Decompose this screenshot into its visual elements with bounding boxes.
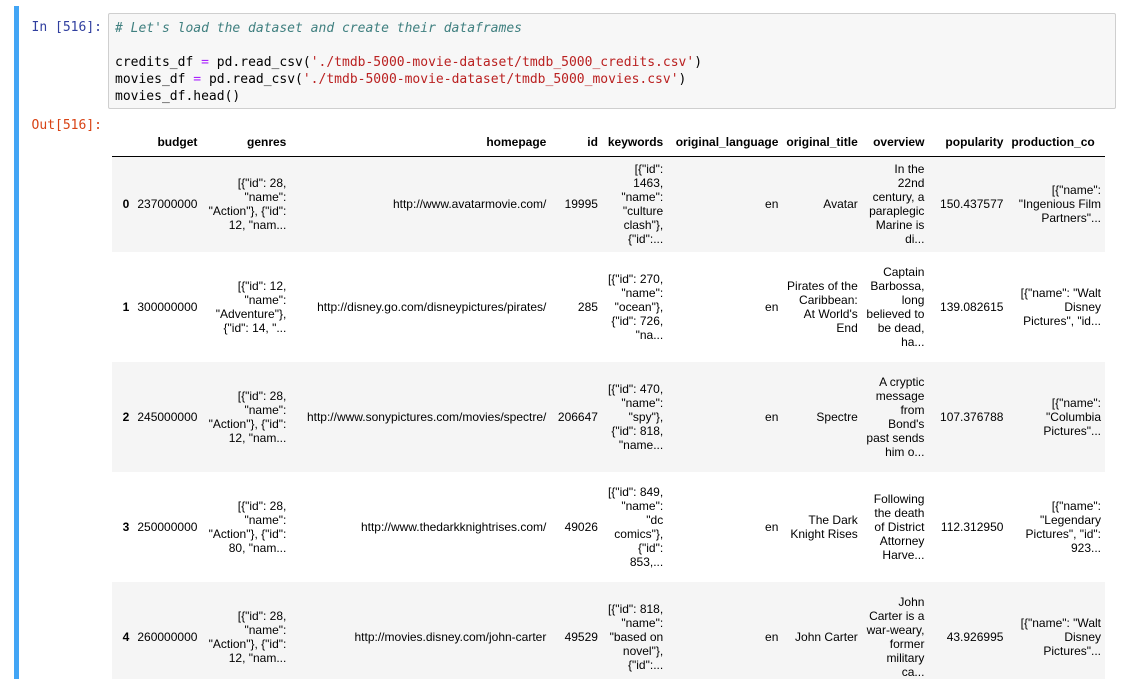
cell-production: [{"name": "Walt Disney Pictures"... (1007, 582, 1105, 679)
output-prompt: Out[516]: (31, 118, 102, 133)
cell-id: 206647 (550, 362, 602, 472)
cell-popularity: 139.082615 (940, 300, 1004, 314)
code-paren: ) (678, 72, 687, 87)
cell-language: en (667, 156, 782, 252)
cell-budget: 300000000 (137, 300, 198, 314)
code-text[interactable] (115, 20, 702, 105)
table-row (112, 362, 1105, 472)
cell-popularity: 43.926995 (928, 582, 1007, 679)
cell-overview: In the 22nd century, a paraplegic Marine is di... (862, 156, 929, 252)
cell-production: [{"name": "Walt Disney Pictures", "id... (1020, 286, 1101, 328)
header-row (112, 128, 1105, 156)
code-paren: ) (694, 55, 703, 70)
cell-title: Spectre (782, 362, 861, 472)
cell-language: en (765, 520, 779, 534)
cell-keywords: [{"id": 849, "name": "dc comics"}, {"id": 853,... (607, 485, 664, 569)
code-paren: () (224, 89, 241, 104)
index-header (112, 128, 133, 156)
cell-overview: Following the death of District Attorney Harve... (873, 492, 925, 562)
cell-popularity: 150.437577 (928, 156, 1007, 252)
column-header: id (550, 128, 602, 156)
cell-homepage: http://movies.disney.com/john-carter (290, 582, 550, 679)
cell-language: en (765, 300, 779, 314)
column-header: popularity (928, 128, 1007, 156)
column-header: production_co (1007, 128, 1105, 156)
row-index: 1 (122, 300, 130, 314)
cell-title: Avatar (782, 156, 861, 252)
cell-id: 19995 (550, 156, 602, 252)
cell-id: 49026 (564, 520, 598, 534)
cell-overview: Captain Barbossa, long believed to be dead, ha... (866, 265, 925, 349)
cell-production: [{"name": "Ingenious Film Partners"... (1007, 156, 1105, 252)
cell-genres: [{"id": 28, "name": "Action"}, {"id": 12, "nam... (201, 362, 290, 472)
cell-budget: 237000000 (133, 156, 201, 252)
cell-language: en (667, 362, 782, 472)
cell-popularity: 107.376788 (928, 362, 1007, 472)
code-var: credits_df (115, 55, 194, 70)
code-call: pd.read_csv( (208, 72, 303, 87)
cell-homepage: http://disney.go.com/disneypictures/pirates/ (317, 300, 547, 314)
code-operator: = (201, 55, 209, 70)
selected-cell-indicator (14, 6, 19, 679)
cell-genres: [{"id": 28, "name": "Action"}, {"id": 12, "nam... (201, 582, 290, 679)
column-header: keywords (602, 128, 667, 156)
code-operator: = (193, 72, 202, 87)
row-index: 4 (112, 582, 133, 679)
cell-keywords: [{"id": 818, "name": "based on novel"}, {"id":... (602, 582, 667, 679)
column-header: genres (201, 128, 290, 156)
cell-title: John Carter (782, 582, 861, 679)
cell-genres: [{"id": 28, "name": "Action"}, {"id": 80, "nam... (208, 499, 287, 555)
cell-id: 49529 (550, 582, 602, 679)
row-index: 2 (112, 362, 133, 472)
row-index: 0 (112, 156, 133, 252)
dataframe-table (112, 128, 1105, 679)
cell-homepage: http://www.thedarkknightrises.com/ (360, 520, 547, 534)
cell-genres: [{"id": 28, "name": "Action"}, {"id": 12, "nam... (201, 156, 290, 252)
cell-overview: John Carter is a war-weary, former military ca... (862, 582, 929, 679)
column-header: homepage (290, 128, 550, 156)
cell-language: en (667, 582, 782, 679)
cell-production: [{"name": "Legendary Pictures", "id": 923... (1025, 499, 1101, 555)
cell-homepage: http://www.sonypictures.com/movies/spectre/ (290, 362, 550, 472)
cell-budget: 250000000 (137, 520, 198, 534)
input-prompt: In [516]: (31, 20, 102, 35)
column-header: original_title (782, 128, 861, 156)
cell-keywords: [{"id": 470, "name": "spy"}, {"id": 818, "name... (602, 362, 667, 472)
cell-homepage: http://www.avatarmovie.com/ (290, 156, 550, 252)
table-row (112, 252, 1105, 362)
code-string: './tmdb-5000-movie-dataset/tmdb_5000_movies.csv' (302, 72, 679, 87)
table-row (112, 582, 1105, 679)
cell-budget: 245000000 (133, 362, 201, 472)
code-comment: # Let's load the dataset and create their dataframes (115, 21, 522, 36)
code-string: './tmdb-5000-movie-dataset/tmdb_5000_credits.csv' (310, 55, 695, 70)
cell-keywords: [{"id": 1463, "name": "culture clash"}, {"id":... (602, 156, 667, 252)
table-row (112, 156, 1105, 252)
cell-title: The Dark Knight Rises (790, 513, 858, 541)
cell-production: [{"name": "Columbia Pictures"... (1007, 362, 1105, 472)
code-editor[interactable] (108, 13, 1116, 109)
code-var: movies_df (115, 72, 186, 87)
table-row (112, 472, 1105, 582)
cell-genres: [{"id": 12, "name": "Adventure"}, {"id": 14, "... (215, 279, 287, 335)
column-header: original_language (667, 128, 782, 156)
cell-popularity: 112.312950 (940, 520, 1004, 534)
column-header: overview (862, 128, 929, 156)
cell-id: 285 (577, 300, 598, 314)
row-index: 3 (122, 520, 130, 534)
code-call: movies_df.head (115, 89, 225, 104)
column-header: budget (133, 128, 201, 156)
cell-overview: A cryptic message from Bond's past sends him o... (862, 362, 929, 472)
code-call: pd.read_csv( (216, 55, 311, 70)
cell-title: Pirates of the Caribbean: At World's End (787, 279, 858, 335)
cell-keywords: [{"id": 270, "name": "ocean"}, {"id": 726, "na... (607, 272, 664, 342)
cell-budget: 260000000 (133, 582, 201, 679)
output-area (112, 128, 1105, 679)
